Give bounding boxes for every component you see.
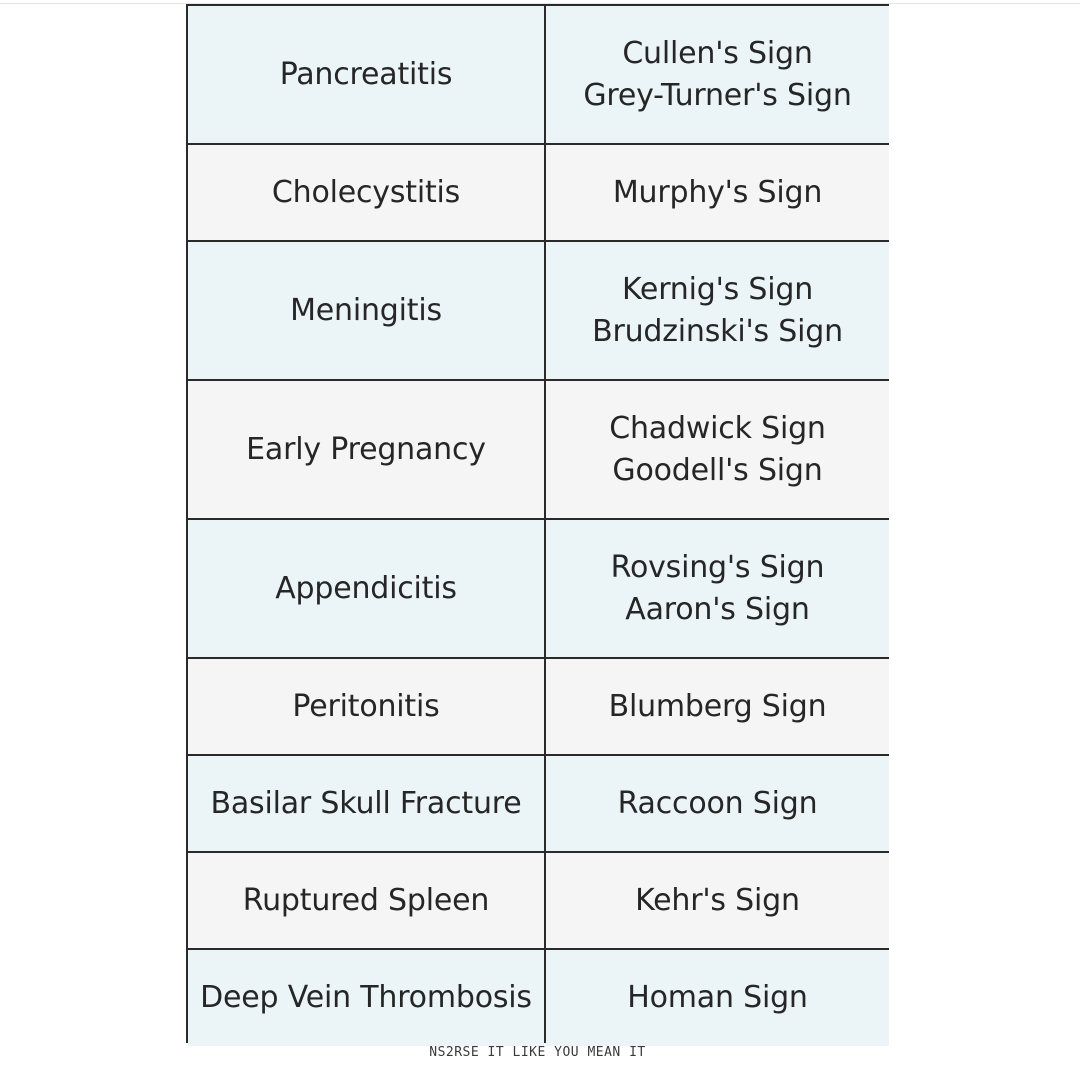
condition-cell [188, 756, 544, 851]
condition-label: Deep Vein Thrombosis [200, 980, 532, 1015]
condition-cell [188, 853, 544, 948]
sign-cell [546, 756, 889, 851]
medical-signs-table [186, 4, 889, 1043]
condition-label: Appendicitis [275, 570, 457, 606]
sign-label: Goodell's Sign [612, 452, 823, 488]
sign-cell [546, 520, 889, 657]
sign-label: Rovsing's Sign [610, 549, 825, 585]
condition-label: Pancreatitis [279, 56, 453, 92]
sign-cell [546, 381, 889, 518]
condition-label: Ruptured Spleen [242, 882, 490, 918]
sign-cell [546, 659, 889, 754]
footer-watermark: NS2RSE IT LIKE YOU MEAN IT [429, 1045, 646, 1060]
condition-label: Peritonitis [292, 688, 440, 724]
condition-label: Cholecystitis [271, 174, 461, 210]
sign-cell [546, 6, 889, 143]
condition-label: Early Pregnancy [246, 431, 486, 467]
sign-label: Raccoon Sign [617, 785, 818, 821]
condition-cell [188, 6, 544, 143]
sign-label: Murphy's Sign [612, 174, 823, 210]
sign-label: Aaron's Sign [625, 591, 810, 627]
sign-label: Grey-Turner's Sign [583, 77, 852, 113]
condition-cell [188, 381, 544, 518]
sign-cell [546, 853, 889, 948]
sign-label: Cullen's Sign [622, 35, 813, 71]
condition-cell [188, 242, 544, 379]
condition-label: Meningitis [290, 292, 442, 328]
condition-cell [188, 145, 544, 240]
sign-label: Kehr's Sign [635, 882, 800, 918]
condition-label: Basilar Skull Fracture [210, 785, 522, 821]
sign-label: Brudzinski's Sign [592, 313, 843, 349]
sign-label: Chadwick Sign [609, 410, 826, 446]
sign-label: Kernig's Sign [621, 271, 814, 307]
sign-label: Homan Sign [627, 980, 808, 1015]
sign-cell [546, 950, 889, 1046]
sign-cell [546, 145, 889, 240]
sign-cell [546, 242, 889, 379]
condition-cell [188, 950, 544, 1046]
condition-cell [188, 520, 544, 657]
sign-label: Blumberg Sign [608, 688, 827, 724]
condition-cell [188, 659, 544, 754]
